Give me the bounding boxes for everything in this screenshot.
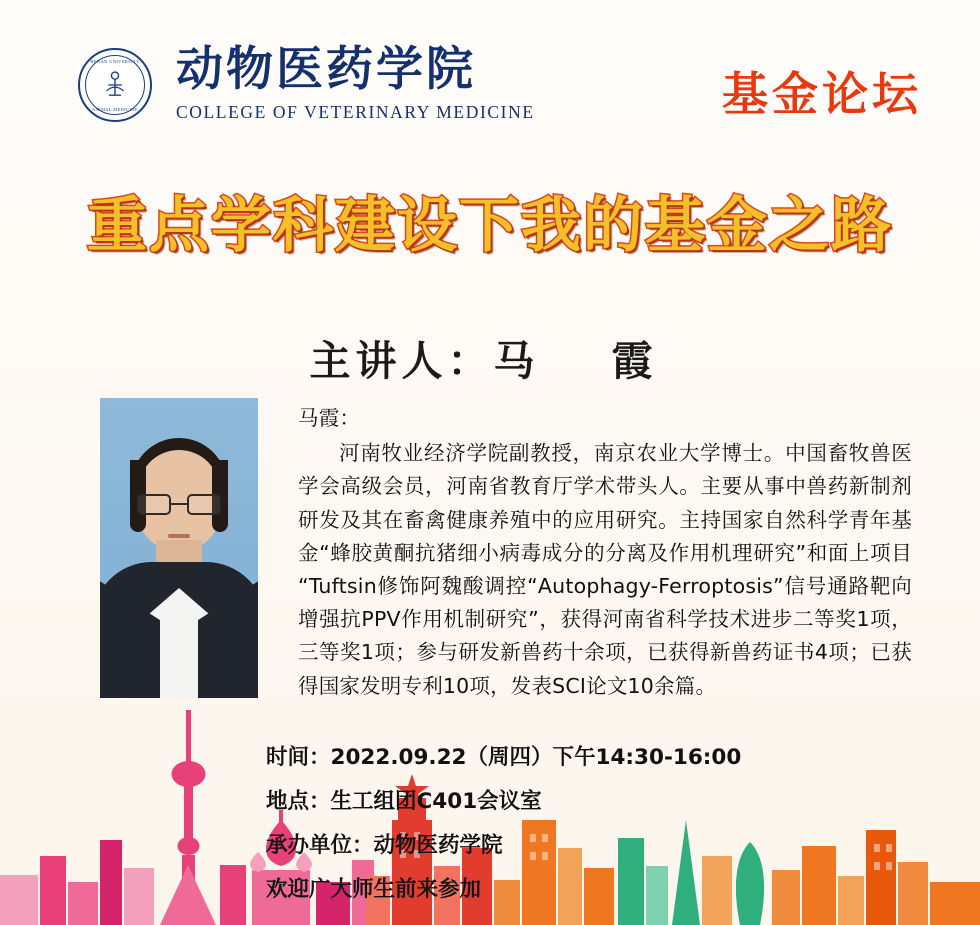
portrait-glasses [137,494,221,516]
college-name-block [176,42,535,123]
speaker-name: 马 霞 [493,337,671,385]
event-info [266,740,926,916]
event-place: 地点：生工组团C401会议室 [266,789,542,814]
seal-emblem-icon [98,68,132,102]
bio-name: 马霞： [298,406,361,430]
speaker-label: 主讲人： [309,337,494,385]
event-organizer: 承办单位：动物医药学院 [266,833,503,858]
forum-tag: 基金论坛 [722,67,922,121]
speaker-line [0,328,980,387]
poster-header [0,44,980,144]
seal-bottom-text: ANIMAL MEDICINE [92,106,138,112]
event-welcome: 欢迎广大师生前来参加 [266,877,482,902]
bio-text: 河南牧业经济学院副教授，南京农业大学博士。中国畜牧兽医学会高级会员，河南省教育厅学术带头人。主要从事中兽药新制剂研发及其在畜禽健康养殖中的应用研究。主持国家自然科学青年基金“蜂胶黄酮抗猪细小病毒成分的分离及作用机理研究”和面上项目“Tuftsin修饰阿魏酸调控“Autophagy-Ferroptosis”信号通路靶向增强抗PPV作用机制研究”，获得河南省科学技术进步二等奖1项，三等奖1项；参与研发新兽药十余项，已获得新兽药证书4项；已获得国家发明专利10项，发表SCI论文10余篇。 [298,441,912,698]
university-seal-icon [78,48,152,122]
skyline-tower [160,710,216,925]
event-time: 时间：2022.09.22（周四）下午14:30-16:00 [266,745,742,770]
seal-top-text: HENAN UNIVERSITY [90,58,140,64]
page-title: 重点学科建设下我的基金之路 [87,191,893,261]
portrait-mouth [168,534,190,538]
college-name-cn: 动物医药学院 [176,42,476,97]
college-name-en: COLLEGE OF VETERINARY MEDICINE [176,102,535,122]
college-logo [78,42,535,123]
speaker-portrait [100,398,258,698]
speaker-bio [298,402,912,703]
